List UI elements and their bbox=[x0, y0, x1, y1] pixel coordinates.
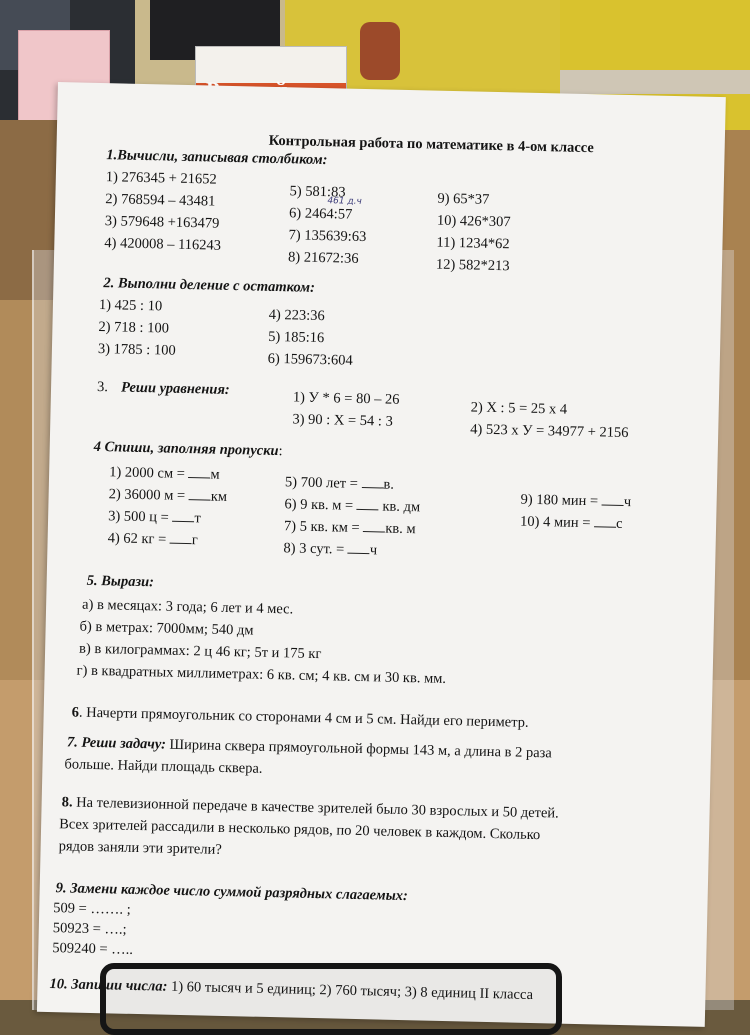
answer-blank bbox=[361, 475, 383, 488]
item-prefix: 6) 9 кв. м = bbox=[284, 496, 357, 514]
item-unit: кв. дм bbox=[378, 498, 421, 516]
task1-item: 4) 420008 – 116243 bbox=[104, 235, 222, 254]
bag bbox=[360, 22, 400, 80]
task2-item: 1) 425 : 10 bbox=[98, 296, 163, 315]
task3-item: 4) 523 х У = 34977 + 2156 bbox=[470, 421, 629, 442]
task9-line: 50923 = ….; bbox=[52, 920, 127, 938]
item-prefix: 10) 4 мин = bbox=[519, 513, 595, 532]
answer-blank bbox=[170, 531, 192, 544]
task1-item: 9) 65*37 bbox=[437, 190, 490, 208]
task2-item: 4) 223:36 bbox=[268, 306, 325, 325]
task1-item: 12) 582*213 bbox=[435, 256, 510, 275]
task2-item: 3) 1785 : 100 bbox=[97, 340, 176, 359]
task1-item: 1) 276345 + 21652 bbox=[105, 169, 217, 188]
item-unit: км bbox=[210, 488, 228, 505]
item-prefix: 1) 2000 см = bbox=[108, 464, 189, 483]
task3-item: 3) 90 : Х = 54 : 3 bbox=[292, 411, 393, 430]
task7-text: Ширина сквера прямоугольной формы 143 м, а длина в 2 раза bbox=[165, 736, 552, 762]
task4-item bbox=[520, 513, 623, 533]
task4-item bbox=[284, 517, 416, 538]
task5-line: г) в квадратных миллиметрах: 6 кв. см; 4 кв. см и 30 кв. мм. bbox=[76, 662, 447, 687]
task2-item: 2) 718 : 100 bbox=[98, 318, 170, 337]
worksheet-title: Контрольная работа по математике в 4-ом классе bbox=[268, 132, 594, 157]
task9-heading: 9. Замени каждое число суммой разрядных слагаемых: bbox=[55, 880, 408, 905]
task9-line: 509240 = ….. bbox=[52, 940, 134, 958]
task1-item: 11) 1234*62 bbox=[436, 234, 510, 253]
task4-item bbox=[285, 473, 394, 493]
worksheet-paper bbox=[37, 82, 726, 1027]
item-unit: т bbox=[194, 510, 201, 527]
item-prefix: 5) 700 лет = bbox=[284, 474, 362, 492]
item-prefix: 4) 62 кг = bbox=[107, 530, 171, 548]
task4-heading-text: 4 Спиши, заполняя пропуски bbox=[93, 438, 279, 460]
item-unit: м bbox=[210, 466, 220, 483]
stand-holder-clip bbox=[100, 963, 562, 1035]
task8-text: На телевизионной передаче в качестве зрителей было 30 взрослых и 50 детей. bbox=[72, 794, 559, 822]
task3-item: 2) Х : 5 = 25 х 4 bbox=[470, 399, 568, 418]
task5-line: в) в килограммах: 2 ц 46 кг; 5т и 175 кг bbox=[78, 640, 322, 663]
task4-item bbox=[520, 491, 631, 512]
task8-number: 8. bbox=[61, 794, 73, 811]
task1-item: 10) 426*307 bbox=[436, 212, 511, 231]
task1-item: 2) 768594 – 43481 bbox=[105, 191, 216, 210]
task4-item bbox=[283, 539, 377, 559]
task3-heading: Реши уравнения: bbox=[120, 379, 230, 398]
task9-line: 509 = ……. ; bbox=[53, 900, 131, 918]
task7-line2: больше. Найди площадь сквера. bbox=[64, 756, 263, 777]
answer-blank bbox=[357, 497, 379, 510]
task1-item: 5) 581:83 bbox=[289, 183, 346, 201]
task5-line: б) в метрах: 7000мм; 540 дм bbox=[79, 618, 254, 639]
task3-number: 3. bbox=[96, 378, 109, 396]
task2-heading: 2. Выполни деление с остатком: bbox=[103, 275, 316, 296]
task4-heading bbox=[94, 439, 283, 460]
task1-item: 7) 135639:63 bbox=[288, 227, 367, 246]
item-unit: ч bbox=[623, 493, 632, 511]
task4-heading-colon: : bbox=[278, 443, 283, 460]
item-unit: в. bbox=[383, 476, 395, 493]
task3-item: 1) У * 6 = 80 – 26 bbox=[292, 389, 400, 408]
task4-item bbox=[109, 463, 220, 484]
item-prefix: 3) 500 ц = bbox=[107, 508, 173, 526]
task1-item: 3) 579648 +163479 bbox=[104, 213, 220, 232]
task10-text: 1) 60 тысяч и 5 единиц; 2) 760 тысяч; 3) 8 единиц II класса bbox=[167, 978, 534, 1004]
item-unit: с bbox=[615, 515, 623, 532]
task5-line: а) в месяцах: 3 года; 6 лет и 4 мес. bbox=[81, 596, 294, 618]
task8-line2: Всех зрителей рассадили в несколько рядов, по 20 человек в каждом. Сколько bbox=[58, 816, 541, 844]
task4-item bbox=[284, 495, 420, 516]
task6-number: 6 bbox=[71, 704, 80, 721]
task4-item bbox=[107, 529, 198, 549]
task6-text: . Начерти прямоугольник со сторонами 4 см и 5 см. Найди его периметр. bbox=[78, 704, 529, 731]
task8-line3: рядов заняли эти зрители? bbox=[58, 838, 222, 858]
answer-blank bbox=[348, 541, 370, 554]
task1-heading: 1.Вычисли, записывая столбиком: bbox=[106, 147, 328, 169]
task10-heading: 10. Запиши числа: bbox=[49, 976, 168, 995]
task4-item bbox=[108, 485, 227, 506]
task4-item bbox=[108, 507, 201, 527]
item-unit: г bbox=[191, 532, 199, 549]
task6 bbox=[71, 704, 528, 731]
wall-shelf bbox=[560, 70, 750, 94]
item-unit: кв. м bbox=[385, 520, 416, 538]
item-prefix: 9) 180 мин = bbox=[520, 491, 603, 510]
task1-item: 6) 2464:57 bbox=[288, 205, 353, 223]
answer-blank bbox=[172, 509, 194, 522]
answer-blank bbox=[189, 487, 211, 500]
answer-blank bbox=[594, 514, 616, 527]
answer-blank bbox=[363, 519, 385, 532]
item-prefix: 2) 36000 м = bbox=[108, 486, 190, 505]
item-prefix: 8) 3 сут. = bbox=[283, 540, 349, 558]
task2-item: 5) 185:16 bbox=[268, 328, 325, 347]
handwritten-note: 461 д.ч bbox=[327, 196, 362, 207]
task2-item: 6) 159673:604 bbox=[267, 350, 353, 369]
item-unit: ч bbox=[369, 542, 378, 559]
answer-blank bbox=[188, 465, 210, 478]
task1-item: 8) 21672:36 bbox=[287, 249, 359, 267]
answer-blank bbox=[602, 492, 624, 505]
item-prefix: 7) 5 кв. км = bbox=[283, 518, 364, 537]
task5-heading: 5. Вырази: bbox=[86, 572, 155, 591]
task7-heading: 7. Реши задачу: bbox=[66, 734, 167, 753]
